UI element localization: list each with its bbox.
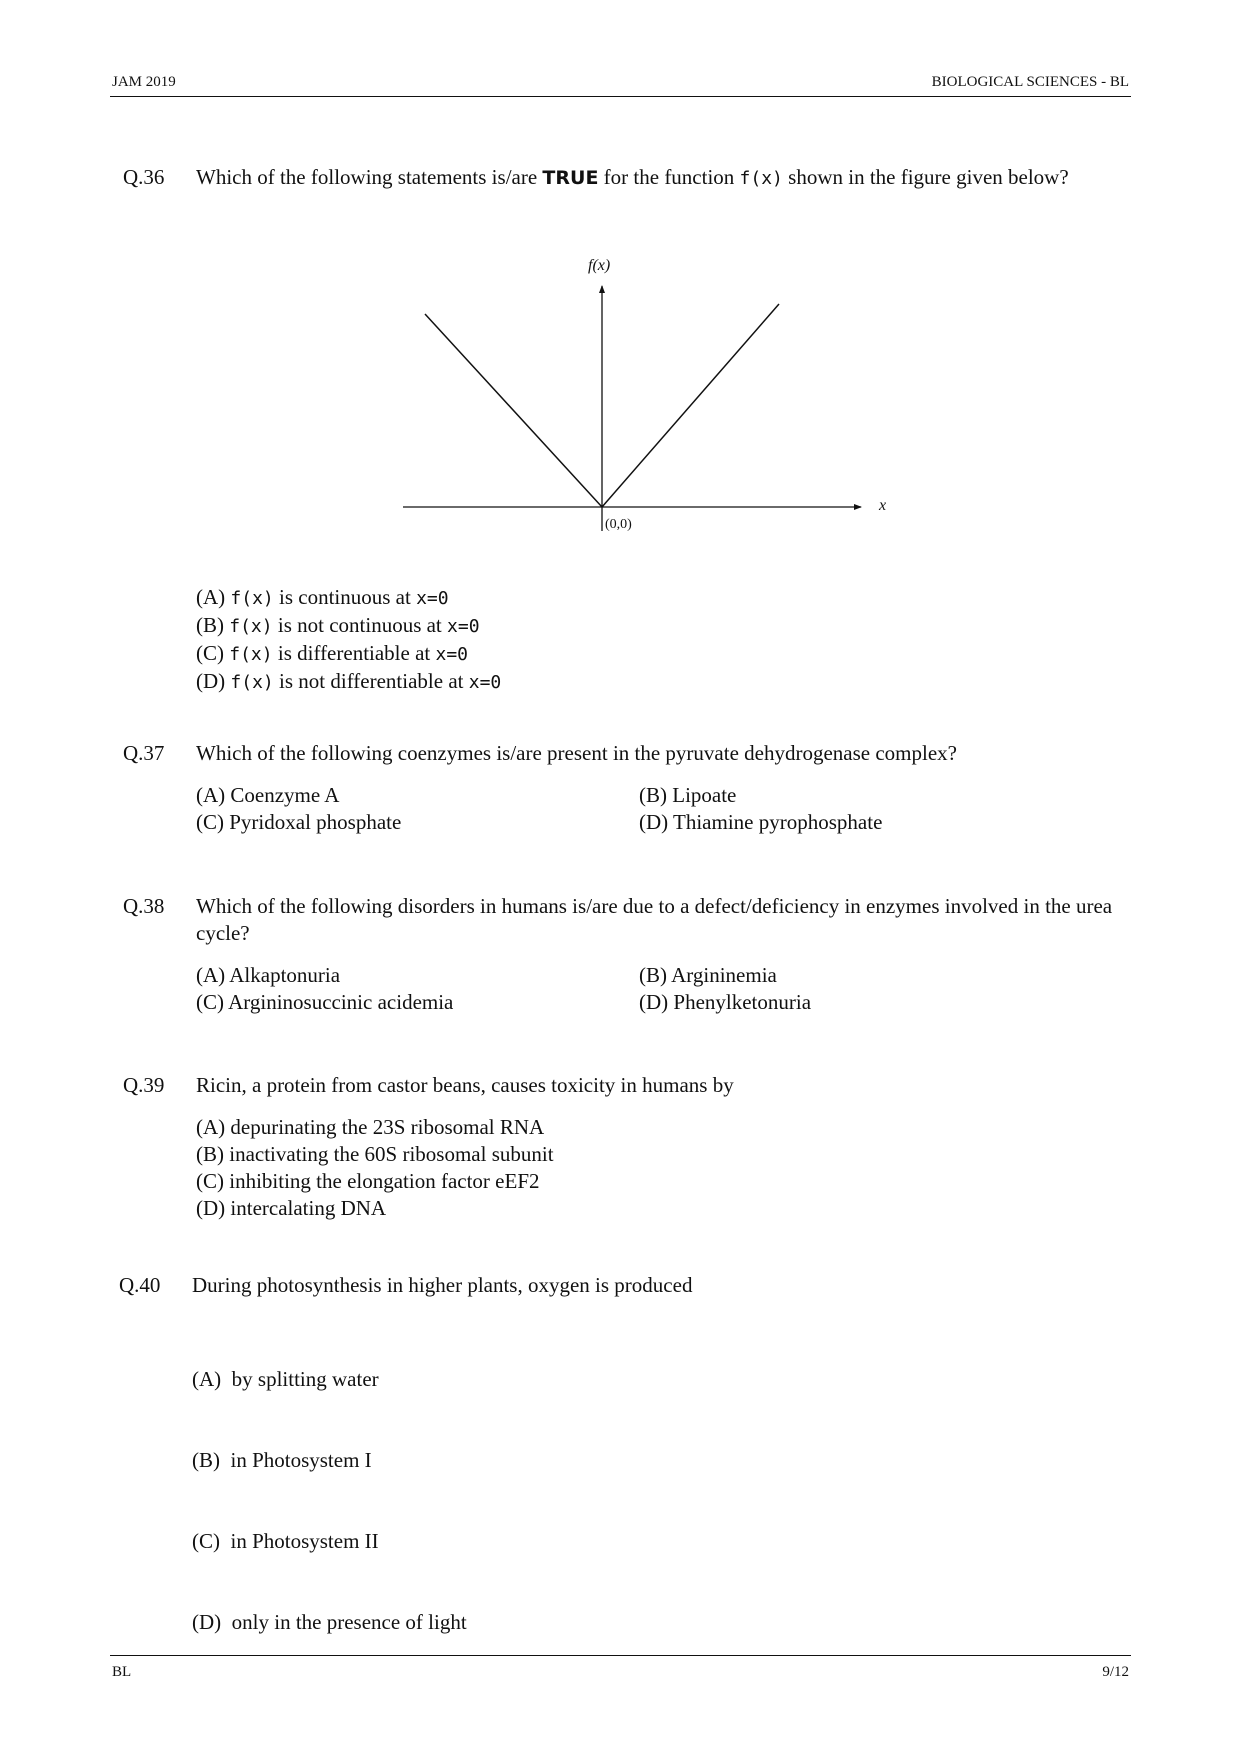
option-b[interactable]: (B) f(x) is not continuous at x=0: [196, 613, 480, 637]
origin-label: (0,0): [605, 517, 632, 532]
question-text: Which of the following coenzymes is/are present in the pyruvate dehydrogenase complex?: [196, 741, 957, 765]
option-a[interactable]: (A) f(x) is continuous at x=0: [196, 585, 449, 609]
option-b[interactable]: (B) Argininemia: [639, 963, 777, 987]
question-text: Which of the following disorders in humans is/are due to a defect/deficiency in enzymes involved in the urea cycle?: [196, 894, 1113, 945]
option-c[interactable]: (C) in Photosystem II: [192, 1529, 379, 1553]
question-number: Q.39: [123, 1073, 165, 1097]
option-b[interactable]: (B) inactivating the 60S ribosomal subunit: [196, 1142, 554, 1166]
question-text: Ricin, a protein from castor beans, causes toxicity in humans by: [196, 1073, 734, 1097]
option-c[interactable]: (C) inhibiting the elongation factor eEF2: [196, 1169, 540, 1193]
option-c[interactable]: (C) Pyridoxal phosphate: [196, 810, 402, 834]
header-subject: BIOLOGICAL SCIENCES - BL: [931, 74, 1129, 90]
option-d[interactable]: (D) Thiamine pyrophosphate: [639, 810, 883, 834]
question-39: [123, 1072, 1126, 1222]
question-number: Q.40: [119, 1273, 161, 1297]
question-text: During photosynthesis in higher plants, oxygen is produced: [192, 1273, 693, 1297]
option-a[interactable]: (A) by splitting water: [192, 1367, 379, 1391]
y-axis-label: f(x): [588, 257, 611, 274]
option-b[interactable]: (B) in Photosystem I: [192, 1448, 372, 1472]
question-40: [119, 1272, 1126, 1690]
question-38: [123, 893, 1126, 1016]
question-number: Q.36: [123, 165, 165, 189]
option-a[interactable]: (A) Coenzyme A: [196, 783, 340, 807]
x-axis-label: x: [879, 497, 887, 514]
option-c[interactable]: (C) f(x) is differentiable at x=0: [196, 641, 469, 665]
option-c[interactable]: (C) Argininosuccinic acidemia: [196, 990, 454, 1014]
true-keyword: TRUE: [542, 167, 599, 189]
question-number: Q.37: [123, 741, 165, 765]
question-37: [123, 740, 1126, 836]
option-a[interactable]: (A) Alkaptonuria: [196, 963, 341, 987]
option-d[interactable]: (D) only in the presence of light: [192, 1610, 467, 1634]
option-d[interactable]: (D) Phenylketonuria: [639, 990, 812, 1014]
question-text: Which of the following statements is/are TRUE for the function f(x) shown in the figure given below?: [196, 165, 1069, 189]
header-exam-name: JAM 2019: [112, 74, 176, 90]
footer-paper-code: BL: [112, 1664, 132, 1680]
option-b[interactable]: (B) Lipoate: [639, 783, 737, 807]
option-d[interactable]: (D) f(x) is not differentiable at x=0: [196, 669, 502, 693]
footer-rule: [110, 1655, 1131, 1656]
question-36: [123, 164, 1126, 192]
function-name: f(x): [739, 168, 783, 189]
question-number: Q.38: [123, 894, 165, 918]
left-branch: [425, 314, 602, 507]
page-number: 9/12: [1102, 1664, 1129, 1680]
function-graph: [395, 248, 915, 548]
right-branch: [602, 304, 779, 507]
option-d[interactable]: (D) intercalating DNA: [196, 1196, 387, 1220]
question-36-options: [123, 584, 1126, 696]
header-rule: [110, 96, 1131, 97]
option-a[interactable]: (A) depurinating the 23S ribosomal RNA: [196, 1115, 545, 1139]
